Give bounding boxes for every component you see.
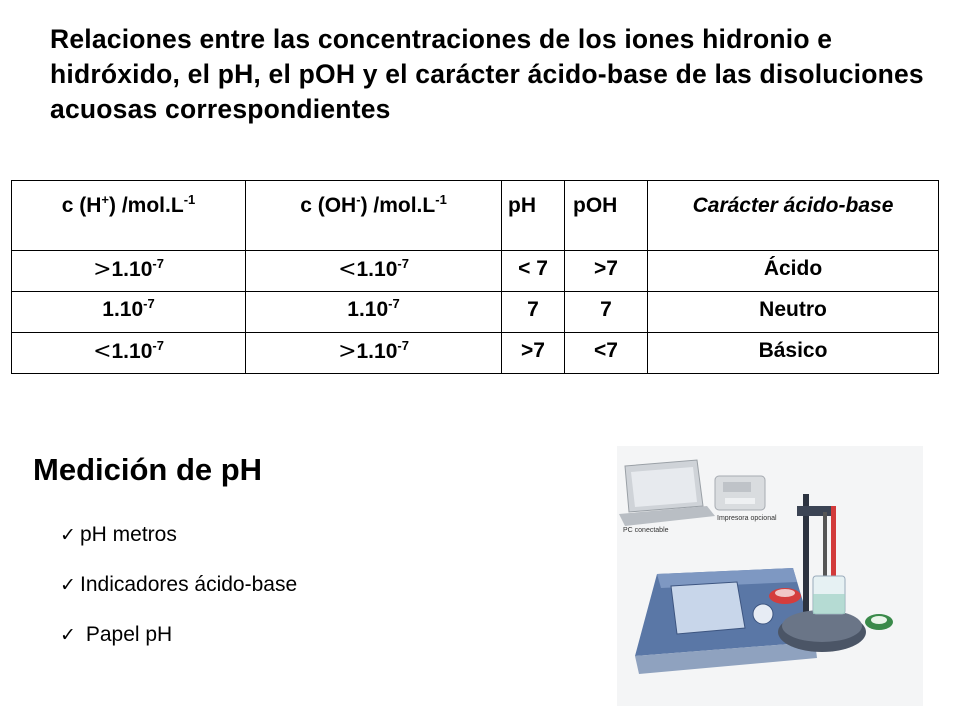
list-item: ✓ Indicadores ácido-base	[60, 565, 297, 615]
check-icon: ✓	[60, 524, 76, 546]
relation-symbol: >	[93, 257, 112, 282]
table-row: $<1.10^{-7}$ $>1.10^{-7}$ >7 <7 Básico	[12, 333, 939, 374]
list-item: ✓ Papel pH	[60, 615, 297, 665]
ph-relations-table	[11, 180, 939, 374]
table-header-row	[12, 181, 939, 251]
header-h-concentration: c (H+) $/mol.L^{-1}$	[12, 181, 246, 251]
relation-symbol: >	[338, 339, 357, 364]
measurement-list	[60, 515, 297, 665]
header-ph: pH	[502, 181, 565, 251]
ph-meter-photo	[617, 446, 923, 706]
relation-symbol: <	[338, 257, 357, 282]
page-title: Relaciones entre las concentraciones de los iones hidronio e hidróxido, el pH, el pOH y el carácter ácido-base de las disoluciones acuosas correspondientes	[50, 24, 924, 124]
header-poh: pOH	[565, 181, 648, 251]
measurement-heading: Medición de pH	[33, 452, 263, 487]
check-icon: ✓	[60, 574, 76, 596]
check-icon: ✓	[60, 624, 76, 646]
printer-label: Impresora opcional	[717, 515, 777, 522]
table-row: $1.10^{-7}$ $1.10^{-7}$ 7 7 Neutro	[12, 292, 939, 333]
printer-icon	[715, 476, 765, 510]
table-row: $>1.10^{-7}$ $<1.10^{-7}$ < 7 >7 Ácido	[12, 251, 939, 292]
list-item: ✓ pH metros	[60, 515, 297, 565]
relation-symbol: <	[93, 339, 112, 364]
pc-label: PC conectable	[623, 527, 669, 534]
header-oh-concentration: c (OH-) $/mol.L^{-1}$	[246, 181, 502, 251]
header-character: Carácter ácido-base	[648, 181, 939, 251]
